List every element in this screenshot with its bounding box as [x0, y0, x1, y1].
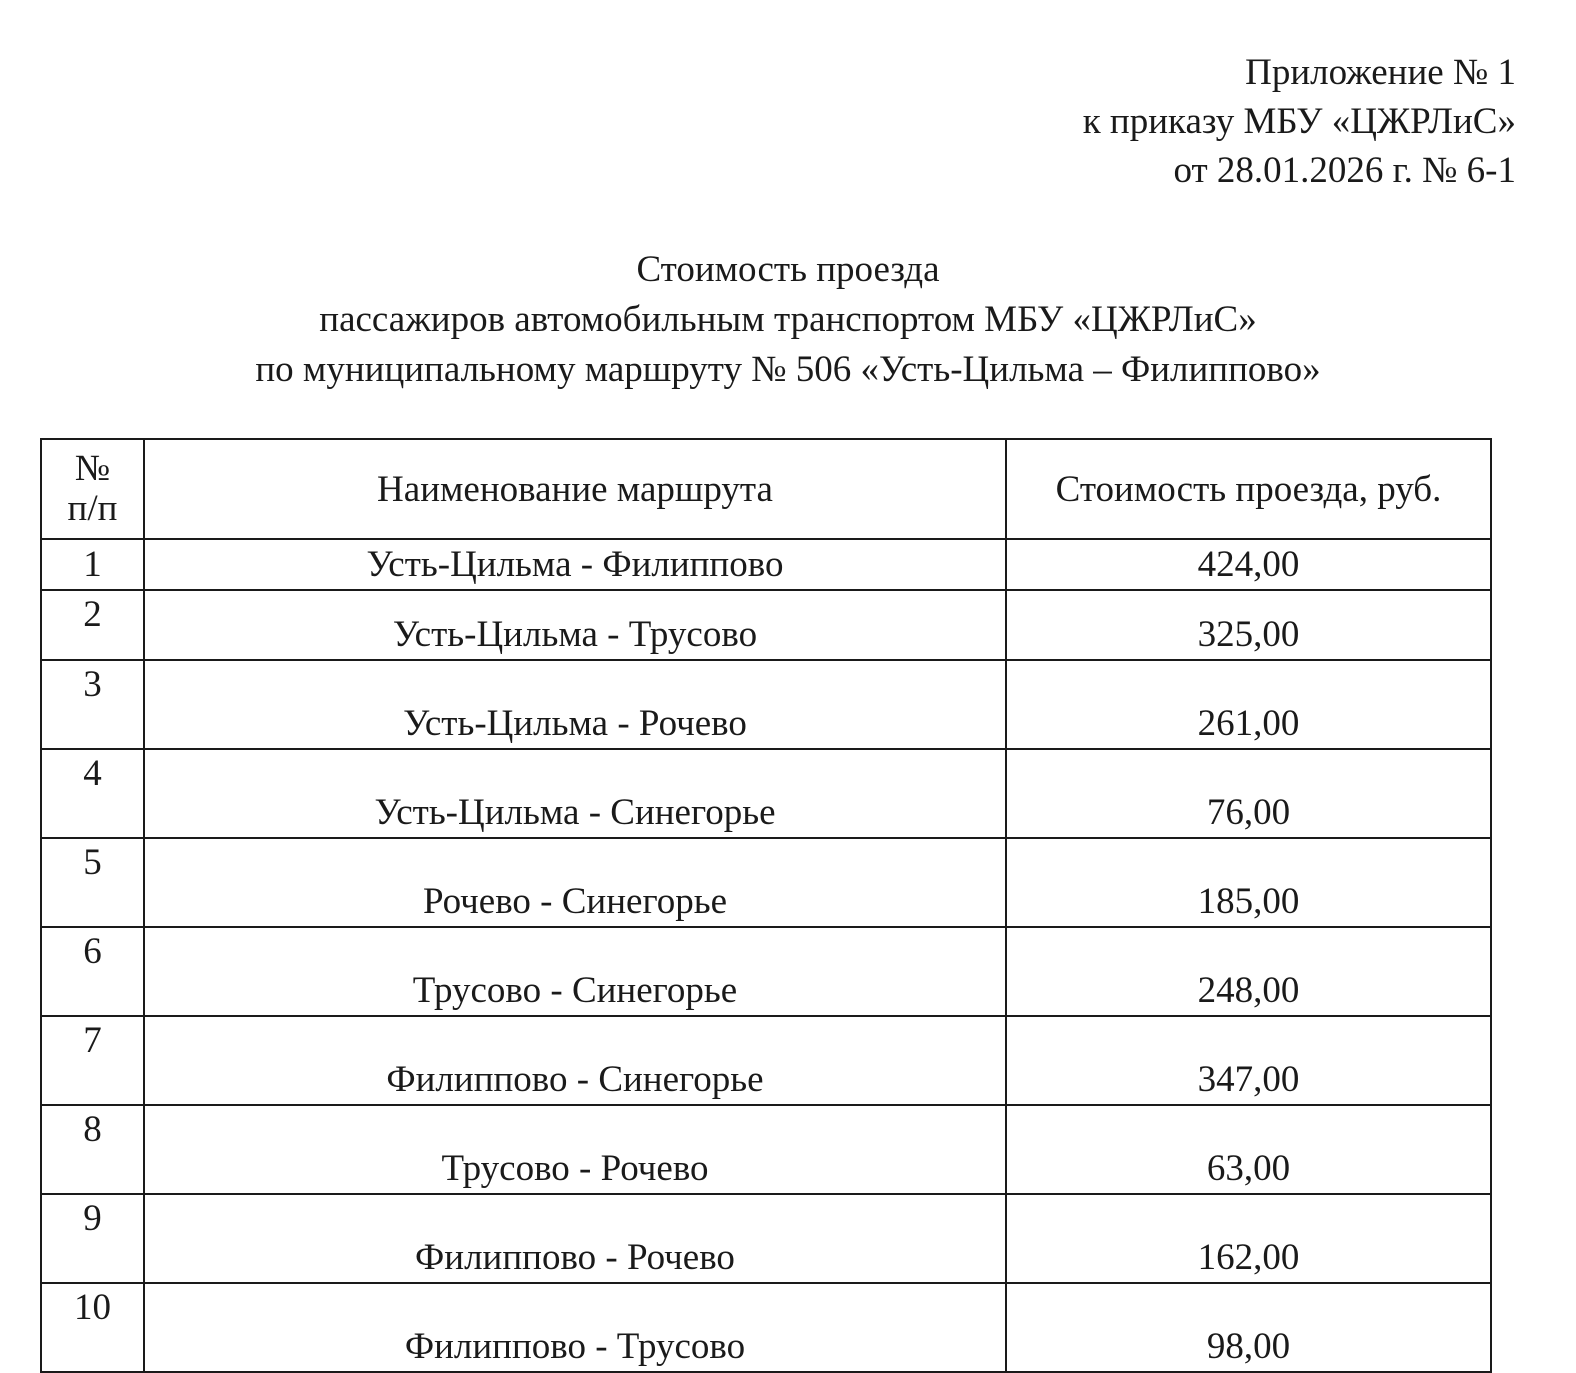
route-name: Усть-Цильма - Синегорье: [144, 749, 1006, 838]
title-line-3: по муниципальному маршруту № 506 «Усть-Цильма – Филиппово»: [255, 349, 1321, 390]
header-route: Наименование маршрута: [144, 439, 1006, 539]
row-number: 1: [41, 539, 144, 590]
appendix-order: к приказу МБУ «ЦЖРЛиС»: [1082, 101, 1516, 142]
header-cost: Стоимость проезда, руб.: [1006, 439, 1491, 539]
header-number-sign: №: [74, 448, 111, 489]
row-number: 6: [41, 927, 144, 1016]
route-name: Трусово - Синегорье: [144, 927, 1006, 1016]
fare-cost: 347,00: [1006, 1016, 1491, 1105]
row-number: 8: [41, 1105, 144, 1194]
row-number: 9: [41, 1194, 144, 1283]
table-row: [41, 1016, 1491, 1105]
header-number-abbr: п/п: [67, 488, 118, 529]
table-row: [41, 1194, 1491, 1283]
fare-cost: 98,00: [1006, 1283, 1491, 1372]
row-number: 7: [41, 1016, 144, 1105]
document-title: [0, 245, 1576, 395]
fare-cost: 325,00: [1006, 590, 1491, 660]
fare-cost: 261,00: [1006, 660, 1491, 749]
table-row: [41, 838, 1491, 927]
route-name: Усть-Цильма - Филиппово: [144, 539, 1006, 590]
table-row: [41, 539, 1491, 590]
table-row: [41, 1283, 1491, 1372]
route-name: Филиппово - Синегорье: [144, 1016, 1006, 1105]
title-line-1: Стоимость проезда: [636, 249, 940, 290]
table-row: [41, 660, 1491, 749]
appendix-number: Приложение № 1: [1245, 52, 1516, 93]
row-number: 10: [41, 1283, 144, 1372]
row-number: 5: [41, 838, 144, 927]
route-name: Усть-Цильма - Трусово: [144, 590, 1006, 660]
header-number: [41, 439, 144, 539]
appendix-date: от 28.01.2026 г. № 6-1: [1173, 150, 1516, 191]
appendix-reference: [1083, 48, 1516, 195]
route-name: Филиппово - Трусово: [144, 1283, 1006, 1372]
fare-cost: 424,00: [1006, 539, 1491, 590]
table-row: [41, 749, 1491, 838]
route-name: Усть-Цильма - Рочево: [144, 660, 1006, 749]
route-name: Рочево - Синегорье: [144, 838, 1006, 927]
route-name: Филиппово - Рочево: [144, 1194, 1006, 1283]
table-row: [41, 927, 1491, 1016]
title-line-2: пассажиров автомобильным транспортом МБУ «ЦЖРЛиС»: [319, 299, 1257, 340]
fare-cost: 185,00: [1006, 838, 1491, 927]
route-name: Трусово - Рочево: [144, 1105, 1006, 1194]
fare-cost: 76,00: [1006, 749, 1491, 838]
fare-table: [40, 438, 1492, 1373]
table-row: [41, 1105, 1491, 1194]
row-number: 3: [41, 660, 144, 749]
row-number: 2: [41, 590, 144, 660]
fare-cost: 63,00: [1006, 1105, 1491, 1194]
table-header-row: [41, 439, 1491, 539]
table-row: [41, 590, 1491, 660]
row-number: 4: [41, 749, 144, 838]
fare-cost: 162,00: [1006, 1194, 1491, 1283]
fare-cost: 248,00: [1006, 927, 1491, 1016]
